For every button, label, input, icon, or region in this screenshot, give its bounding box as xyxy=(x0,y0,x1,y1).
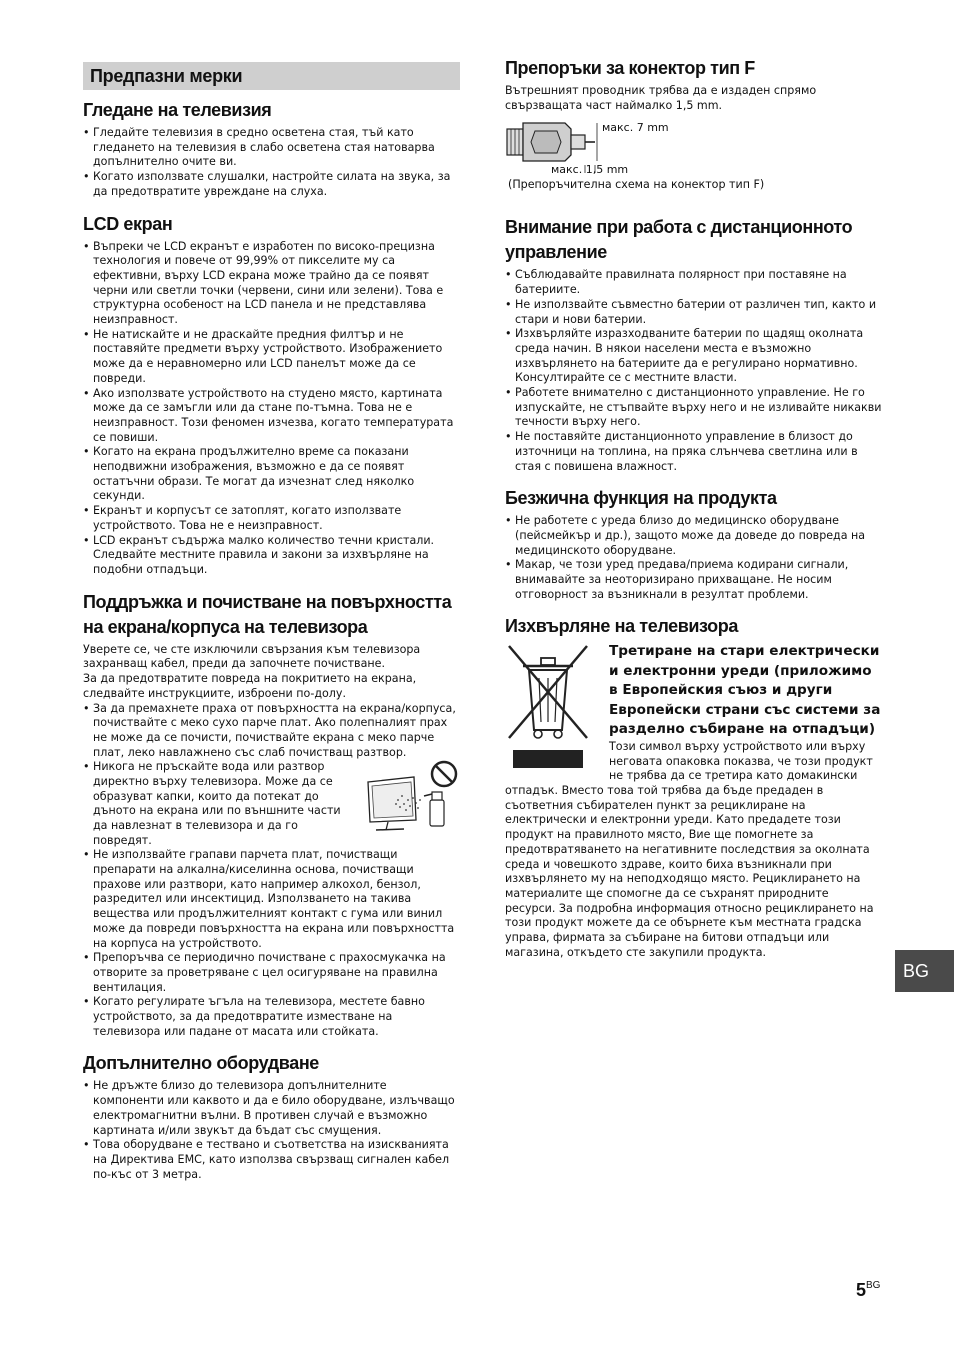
crossed-bin-icon xyxy=(505,642,591,772)
connector-caption: (Препоръчителна схема на конектор тип F) xyxy=(508,178,765,192)
disposal-block xyxy=(505,642,882,960)
list-item: • Не използвайте съвместно батерии от различен тип, както и стари и нови батерии. xyxy=(505,298,882,327)
page-number-value: 5 xyxy=(856,1280,867,1300)
list-item: • Въпреки че LCD екранът е изработен по високо-прецизна технология и повече от 99,99% от пикселите му са ефективни, върху LCD екрана може трайно да се появят черни или светли точки (червени, сини или зелени). Това е структурна особеност на LCD панела и не представлява неизправност. xyxy=(83,240,460,328)
label-max-7mm: макс. 7 mm xyxy=(602,121,669,135)
list-item: • За да премахнете праха от повърхността на екрана/корпуса, почиствайте с меко сухо парче плат. Ако полепналият прах не може да се почисти, почиствайте екрана с меко парче плат, леко навлажнено със слаб почистващ разтвор. xyxy=(83,702,460,761)
list-equipment xyxy=(83,1079,460,1182)
heading-tv-viewing: Гледане на телевизия xyxy=(83,100,272,120)
list-item: • Не поставяйте дистанционното управление в близост до източници на топлина, на пряка слънчева светлина или в стая с повишена влажност. xyxy=(505,430,882,474)
heading-wireless: Безжична функция на продукта xyxy=(505,488,777,509)
list-item xyxy=(83,760,460,848)
list-lcd xyxy=(83,240,460,578)
list-item: • Не работете с уреда близо до медицинско оборудване (пейсмейкър и др.), защото може да доведе до повреда на медицинското оборудване. xyxy=(505,514,882,558)
language-tab: BG xyxy=(895,950,954,992)
section-banner: Предпазни мерки xyxy=(83,62,460,90)
label-max-1-5mm: макс. 1,5 mm xyxy=(551,163,629,177)
heading-remote: Внимание при работа с дистанционното управление xyxy=(505,217,853,263)
list-wireless xyxy=(505,514,882,602)
list-item: • Не натискайте и не драскайте предния филтър и не поставяйте предмети върху устройството. Изображението може да е неравномерно или LCD панелът може да се повреди. xyxy=(83,328,460,387)
left-column xyxy=(83,62,460,1182)
list-item: • Когато на екрана продължително време са показани неподвижни изображения, възможно е да се появят остатъчни образи. Те могат да изчезнат след няколко секунди. xyxy=(83,445,460,504)
list-item: • Не използвайте грапави парчета плат, почистващи препарати на алкална/киселинна основа, почистващи прахове или разтвори, като например алкохол, бензол, разредител или инсектицид. Използването на такива вещества или продължителният контакт с гума или винил може да повреди повърхността на екрана или повърхността на корпуса на устройството. xyxy=(83,848,460,951)
list-item: • Изхвърляйте изразходваните батерии по щадящ околната среда начин. В някои населени места е възможно изхвърлянето на батериите да е регулирано нормативно. Консултирайте се с местните власти. xyxy=(505,327,882,386)
list-item: • Това оборудване е тествано и съответства на изискванията на Директива EMC, като използва свързващ сигнален кабел по-къс от 3 метра. xyxy=(83,1138,460,1182)
list-item: • Съблюдавайте правилната полярност при поставяне на батериите. xyxy=(505,268,882,297)
page-number-suffix: BG xyxy=(866,1280,881,1291)
list-item: • Когато използвате слушалки, настройте силата на звука, за да предотвратите увреждане на слуха. xyxy=(83,170,460,199)
cleaning-intro-2: За да предотвратите повреда на покритието на екрана, следвайте инструкциите, изброени по-долу. xyxy=(83,672,417,700)
list-item: • Ако използвате устройството на студено място, картината може да се замъгли или да стане по-тъмна. Това не е неизправност. Този феномен изчезва, когато температурата се повиши. xyxy=(83,387,460,446)
weee-subheading: Третиране на стари електрически и електронни уреди (приложимо в Европейския съюз и други Европейски страни със системи за разделно събиране на отпадъци) xyxy=(609,643,881,738)
list-item: • Не дръжте близо до телевизора допълнителните компоненти или каквото и да е било оборудване, излъчващо електромагнитни вълни. В противен случай е възможно картината и/или звукът да бъдат със смущения. xyxy=(83,1079,460,1138)
no-spray-tv-icon xyxy=(358,760,458,836)
heading-equipment: Допълнително оборудване xyxy=(83,1053,319,1074)
heading-connector: Препоръки за конектор тип F xyxy=(505,58,755,78)
cleaning-intro: Уверете се, че сте изключили свързания към телевизора захранващ кабел, преди да започнете почистване. xyxy=(83,642,421,671)
list-item: • Когато регулирате ъгъла на телевизора, местете бавно устройството, за да предотвратите изместване на телевизора или падане от масата или стойката. xyxy=(83,995,460,1039)
list-remote xyxy=(505,268,882,474)
heading-lcd: LCD екран xyxy=(83,213,173,234)
heading-disposal: Изхвърляне на телевизора xyxy=(505,616,738,637)
list-cleaning xyxy=(83,702,460,1040)
list-item: • Препоръчва се периодично почистване с прахосмукачка на отворите за проветряване с цел осигуряване на правилна вентилация. xyxy=(83,951,460,995)
list-item: • LCD екранът съдържа малко количество течни кристали. Следвайте местните правила и закони за изхвърляне на подобни отпадъци. xyxy=(83,534,460,578)
heading-cleaning: Поддръжка и почистване на повърхността на екрана/корпуса на телевизора xyxy=(83,591,452,637)
connector-diagram xyxy=(505,119,882,195)
page-number xyxy=(856,1280,880,1301)
list-item: • Екранът и корпусът се затоплят, когато използвате устройството. Това не е неизправност. xyxy=(83,504,460,533)
right-column xyxy=(505,58,882,961)
list-item: • Работете внимателно с дистанционното управление. Не го изпускайте, не стъпвайте върху него и не изливайте никакви течности върху него. xyxy=(505,386,882,430)
list-item: • Гледайте телевизия в средно осветена стая, тъй като гледането на телевизия в слабо осветена стая натоварва допълнително очите ви. xyxy=(83,126,460,170)
weee-text: Този символ върху устройството или върху неговата опаковка показва, че този продукт не трябва да се третира като домакински отпадък. Вместо това той трябва да бъде предаден в съответния събирателен пункт за рециклиране на електрически и електронни уреди. Като предадете този продукт на правилното място, Вие ще помогнете за предотвратяването на негативните последствия за околната среда и човешкото здраве, които биха възникнали при изхвърлянето му на неподходящо място. Рециклирането на материалите ще спомогне да се съхранят природните ресурси. За подробна информация относно рециклирането на този продукт можете да се обърнете към местната градска управа, фирмата за събиране на битови отпадъци или магазина, откъдето сте закупили продукта. xyxy=(505,739,874,959)
no-spray-text: • Никога не пръскайте вода или разтвор директно върху телевизора. Може да се образуват капки, които да потекат до дъното на екрана или по външните части да навлезнат в телевизора и да го повредят. xyxy=(93,760,341,847)
list-item: • Макар, че този уред предава/приема кодирани сигнали, внимавайте за неоторизирано прихващане. Не носим отговорност за възникнали в резултат проблеми. xyxy=(505,558,882,602)
connector-text: Вътрешният проводник трябва да е издаден спрямо свързващата част наймалко 1,5 mm. xyxy=(505,84,817,112)
list-tv-viewing xyxy=(83,126,460,200)
